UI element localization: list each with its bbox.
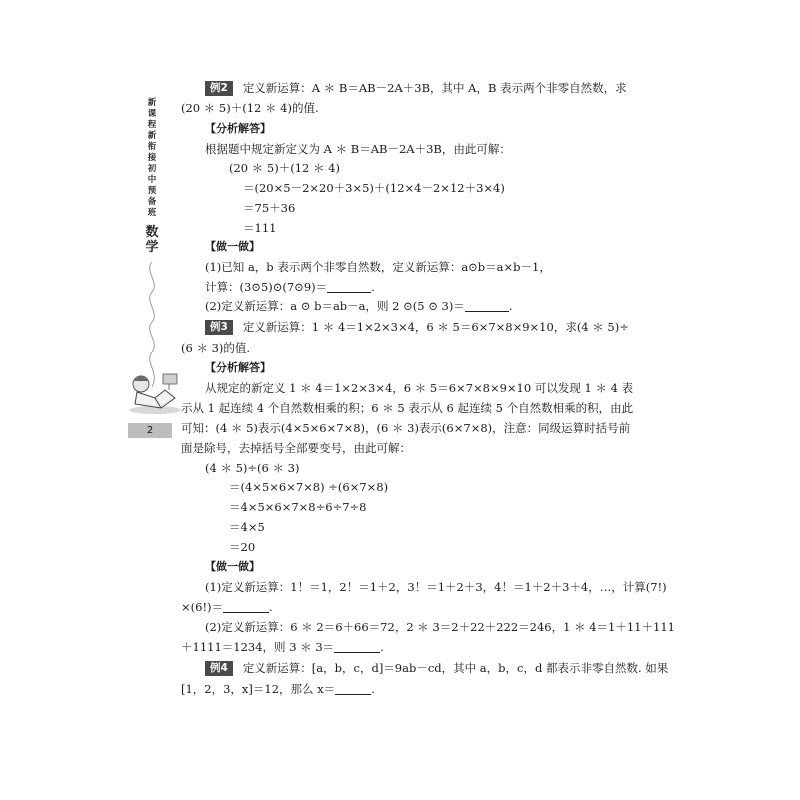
equation-line: ＝75＋36: [243, 201, 296, 215]
text: 计算：(3⊙5)⊙(7⊙9)＝: [205, 280, 328, 294]
practice-text: [205, 277, 375, 297]
practice-heading: 【做一做】: [205, 560, 260, 573]
reading-child-icon: [125, 368, 183, 416]
practice-heading: 【做一做】: [205, 240, 260, 253]
equation-line: ＝4×5×6×7×8÷6÷7÷8: [229, 500, 367, 514]
series-char: 程: [147, 120, 157, 130]
equation-line: ＝4×5: [229, 520, 265, 534]
series-char: 衔: [147, 142, 157, 152]
answer-blank: [223, 601, 269, 613]
series-char: 预: [147, 186, 157, 196]
practice-text: (2)定义新运算：6 ＊ 2＝6＋66＝72，2 ＊ 3＝2＋22＋222＝246，1 ＊ 4＝1＋11＋111: [205, 620, 675, 634]
analysis-heading: 【分析解答】: [205, 361, 271, 374]
equation-line: (20 ＊ 5)＋(12 ＊ 4): [229, 161, 340, 175]
example-tag: 例3: [205, 320, 233, 335]
text: 定义新运算：A ＊ B＝AB－2A＋3B，其中 A，B 表示两个非零自然数，求: [242, 81, 627, 95]
answer-blank: [465, 300, 509, 312]
text: ＋1111＝1234，则 3 ＊ 3＝: [181, 640, 335, 654]
series-char: 初: [147, 164, 157, 174]
example-tag: 例4: [205, 661, 233, 676]
practice-text: [181, 597, 273, 617]
series-char: 中: [147, 175, 157, 185]
equation-line: (4 ＊ 5)÷(6 ＊ 3): [205, 461, 300, 475]
answer-blank: [334, 641, 380, 653]
answer-blank: [327, 281, 371, 293]
example4-statement-line1: [205, 658, 668, 678]
subject-label: 数学: [145, 225, 159, 255]
practice-text: (1)定义新运算：1！＝1，2！＝1＋2，3！＝1＋2＋3，4！＝1＋2＋3＋4，…，计算(7!): [205, 580, 667, 594]
analysis-text: 示从 1 起连续 4 个自然数相乘的积；6 ＊ 5 表示从 6 起连续 5 个自然数相乘的积，由此: [181, 401, 634, 415]
page-number: 2: [128, 423, 172, 438]
practice-text: [205, 296, 513, 316]
series-char: 新: [147, 131, 157, 141]
text: (2)定义新运算：a ⊙ b＝ab－a，则 2 ⊙(5 ⊙ 3)＝: [205, 299, 465, 313]
equation-line: ＝(20×5－2×20＋3×5)＋(12×4－2×12＋3×4): [243, 181, 505, 195]
text: 定义新运算：[a，b，c，d]＝9ab－cd，其中 a，b，c，d 都表示非零自然数. 如果: [242, 661, 669, 675]
text: 定义新运算：1 ＊ 4＝1×2×3×4，6 ＊ 5＝6×7×8×9×10，求(4 ＊ 5)÷: [242, 320, 629, 334]
analysis-text: 从规定的新定义 1 ＊ 4＝1×2×3×4，6 ＊ 5＝6×7×8×9×10 可以发现 1 ＊ 4 表: [205, 381, 634, 395]
equation-line: ＝(4×5×6×7×8) ÷(6×7×8): [229, 480, 389, 494]
analysis-text: 可知：(4 ＊ 5)表示(4×5×6×7×8)，(6 ＊ 3)表示(6×7×8)，注意：同级运算时括号前: [181, 421, 631, 435]
text: .: [371, 682, 375, 696]
text: .: [508, 299, 513, 313]
series-char: 备: [147, 197, 157, 207]
equation-line: ＝20: [229, 540, 256, 554]
example4-statement-line2: [181, 679, 375, 699]
practice-text: [181, 637, 384, 657]
example-tag: 例2: [205, 81, 233, 96]
series-char: 接: [147, 153, 157, 163]
text: [1，2，3，x]＝12，那么 x＝: [181, 682, 336, 696]
analysis-text: 根据题中规定新定义为 A ＊ B＝AB－2A＋3B，由此可解：: [205, 142, 511, 156]
example2-statement-line2: (20 ＊ 5)＋(12 ＊ 4)的值.: [181, 101, 319, 115]
text: ×(6!)＝: [181, 600, 224, 614]
example3-statement-line2: (6 ＊ 3)的值.: [181, 341, 251, 355]
example2-statement-line1: [205, 78, 627, 98]
example3-statement-line1: [205, 317, 629, 337]
answer-blank: [335, 683, 371, 695]
text: .: [380, 640, 384, 654]
practice-text: (1)已知 a，b 表示两个非零自然数，定义新运算：a⊙b＝a×b－1，: [205, 260, 551, 274]
analysis-text: 面是除号，去掉括号全部要变号，由此可解：: [181, 441, 411, 455]
series-title-vertical: [143, 98, 161, 255]
text: .: [269, 600, 273, 614]
analysis-heading: 【分析解答】: [205, 122, 271, 135]
equation-line: ＝111: [243, 221, 277, 235]
series-char: 课: [147, 109, 157, 119]
text: .: [371, 280, 375, 294]
series-char: 班: [147, 208, 157, 218]
series-char: 新: [147, 98, 157, 108]
